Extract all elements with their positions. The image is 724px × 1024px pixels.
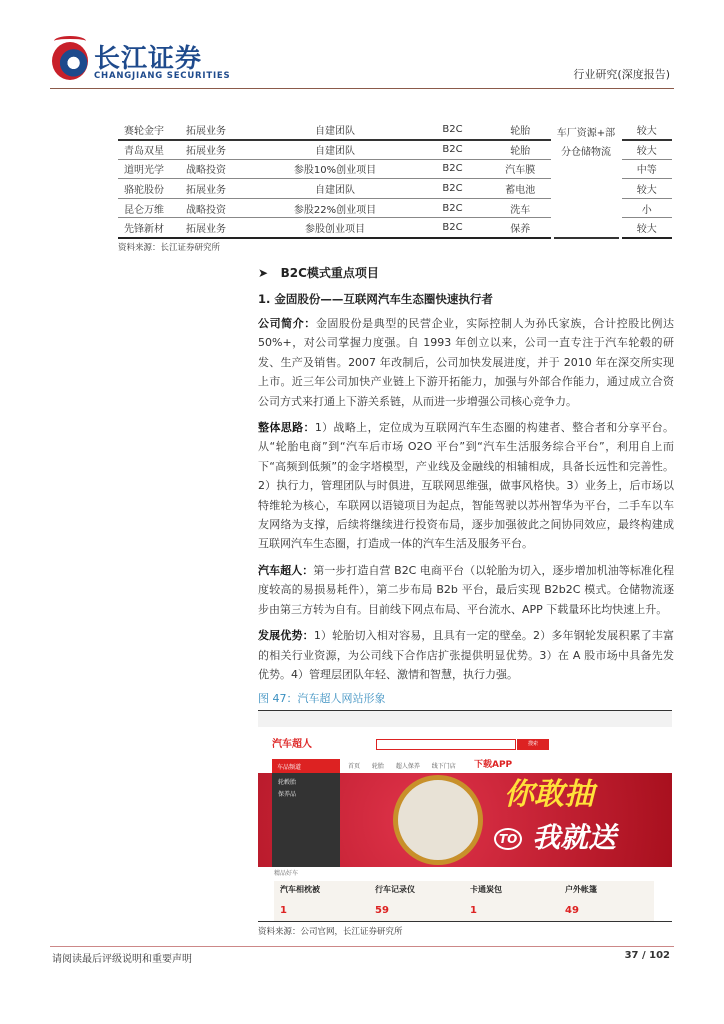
table-cell: 战略投资	[180, 198, 255, 218]
logo-en: CHANGJIANG SECURITIES	[94, 71, 231, 81]
product-card: 卡通炭包 1	[470, 885, 502, 917]
table-cell: 青岛双星	[118, 140, 180, 160]
section-title: ➤ B2C模式重点项目	[258, 266, 379, 280]
banner-text-1: 你敢抽	[504, 777, 594, 813]
para-superman: 汽车超人：第一步打造自营 B2C 电商平台（以轮胎为切入，逐步增加机油等标准化程度较高的易损易耗件），第二步布局 B2b 平台，最后实现 B2b2C 模式。仓储物流逐步由第三方转为自有。目前线下网点布局、平台流水、APP 下载量环比均快速上升。	[258, 563, 675, 616]
products-heading: 精品好车	[274, 870, 299, 878]
table-cell: 汽车膜	[490, 159, 552, 179]
para-intro: 公司简介：金固股份是典型的民营企业，实际控制人为孙氏家族，合计控股比例达50%+，对公司掌握力度强。自 1993 年创立以来，公司一直专注于汽车轮毂的研发、生产及销售。2007 年改制后，公司加快发展进度，并于 2010 年在深交所实现上市。近三年公司加快产业链上下游开拓能力，加强与外部合作能力，通过成立合资公司方式来打通上下游关系链，从而进一步增强公司核心竞争力。	[258, 317, 674, 408]
site-logo: 汽车超人	[272, 739, 312, 751]
table-cell: B2C	[415, 159, 490, 179]
site-app-link: 下载APP	[474, 760, 513, 771]
table-cell: 参股22%创业项目	[255, 198, 415, 218]
report-type: 行业研究(深度报告)	[573, 68, 670, 81]
site-search-input	[376, 739, 516, 750]
table-cell: 较大	[620, 120, 672, 140]
table-cell: 参股创业项目	[255, 218, 415, 238]
table-cell: 骆驼股份	[118, 179, 180, 199]
alarm-clock-image	[393, 775, 483, 865]
footer-disclaimer: 请阅读最后评级说明和重要声明	[52, 954, 192, 965]
company-logo	[52, 38, 242, 82]
table-cell: 自建团队	[255, 140, 415, 160]
para-strategy: 整体思路：1）战略上，定位成为互联网汽车生态圈的构建者、整合者和分享平台。从“轮胎电商”到“汽车后市场 O2O 平台”到“汽车生活服务综合平台”，利用自上而下“高频到低频”的金字塔模型，产业线及金融线的相辅相成，具备长远性和完善性。2）执行力，管理团队与时俱进，互联网思维强，做事风格快。3）业务上，后市场以特维轮为核心，车联网以语镜项目为起点，智能驾驶以苏州智华为平台，二手车以车友网络为支撑，后续将继续进行投资布局，逐步加强彼此之间协同效应，最终构建成互联网汽车生态圈，打造成一体的汽车生活及服务平台。	[258, 421, 675, 551]
product-card: 行车记录仪 59	[375, 885, 415, 917]
product-card: 汽车相枕被 1	[280, 885, 320, 917]
table-cell: B2C	[415, 179, 490, 199]
table-cell: 自建团队	[255, 179, 415, 199]
table-cell: 保养	[490, 218, 552, 238]
site-nav-items: 首页 轮胎 超人保养 线下门店	[348, 763, 456, 771]
table-cell: 蓄电池	[490, 179, 552, 199]
site-topbar	[258, 711, 672, 727]
product-card: 户外帐篷 49	[565, 885, 597, 917]
logo-emblem-icon	[52, 42, 88, 80]
table-cell: 小	[620, 198, 672, 218]
logo-cn: 长江证券	[94, 44, 203, 74]
table-cell: 洗车	[490, 198, 552, 218]
table-cell: B2C	[415, 218, 490, 238]
table-cell: 参股10%创业项目	[255, 159, 415, 179]
table-cell: 拓展业务	[180, 179, 255, 199]
header-divider	[50, 88, 674, 89]
subsection-title: 1. 金固股份——互联网汽车生态圈快速执行者	[258, 292, 493, 306]
table-row	[118, 120, 672, 140]
table-cell: B2C	[415, 140, 490, 160]
table-cell: 较大	[620, 140, 672, 160]
table-cell: B2C	[415, 120, 490, 140]
website-screenshot	[258, 710, 672, 921]
arrow-bullet-icon: ➤	[258, 266, 269, 280]
table-cell: 道明光学	[118, 159, 180, 179]
table-cell: 轮胎	[490, 120, 552, 140]
company-table	[118, 120, 672, 239]
table-source: 资料来源：长江证券研究所	[118, 243, 221, 253]
page-number: 37 / 102	[624, 950, 670, 961]
table-cell: B2C	[415, 198, 490, 218]
table-cell-logistics: 车厂资源+部 分仓储物流	[552, 120, 620, 238]
table-cell: 拓展业务	[180, 218, 255, 238]
banner-text-2: TO 我就送	[494, 821, 616, 856]
site-products	[274, 881, 654, 921]
table-cell: 自建团队	[255, 120, 415, 140]
table-cell: 赛轮金宇	[118, 120, 180, 140]
table-cell: 先锋新材	[118, 218, 180, 238]
site-side-menu: 轮毂胎 保养品	[272, 773, 340, 867]
table-cell: 战略投资	[180, 159, 255, 179]
site-nav-category: 车品频道	[272, 759, 340, 773]
main-content	[258, 264, 674, 937]
para-advantage: 发展优势：1）轮胎切入相对容易，且具有一定的壁垒。2）多年钢轮发展积累了丰富的相关行业资源，为公司线下合作店扩张提供明显优势。3）在 A 股市场中具备先发优势。4）管理层团队年轻、激情和智慧，执行力强。	[258, 629, 674, 681]
table-cell: 轮胎	[490, 140, 552, 160]
table-cell: 较大	[620, 179, 672, 199]
logo-crown-icon	[54, 36, 86, 46]
table-cell: 较大	[620, 218, 672, 238]
footer-divider	[50, 946, 674, 947]
table-cell: 拓展业务	[180, 120, 255, 140]
table-cell: 中等	[620, 159, 672, 179]
figure-source: 资料来源：公司官网，长江证券研究所	[258, 921, 672, 937]
table-cell: 拓展业务	[180, 140, 255, 160]
site-search-button: 搜索	[517, 739, 549, 750]
table-cell: 昆仑万维	[118, 198, 180, 218]
figure-title: 图 47：汽车超人网站形象	[258, 692, 386, 706]
